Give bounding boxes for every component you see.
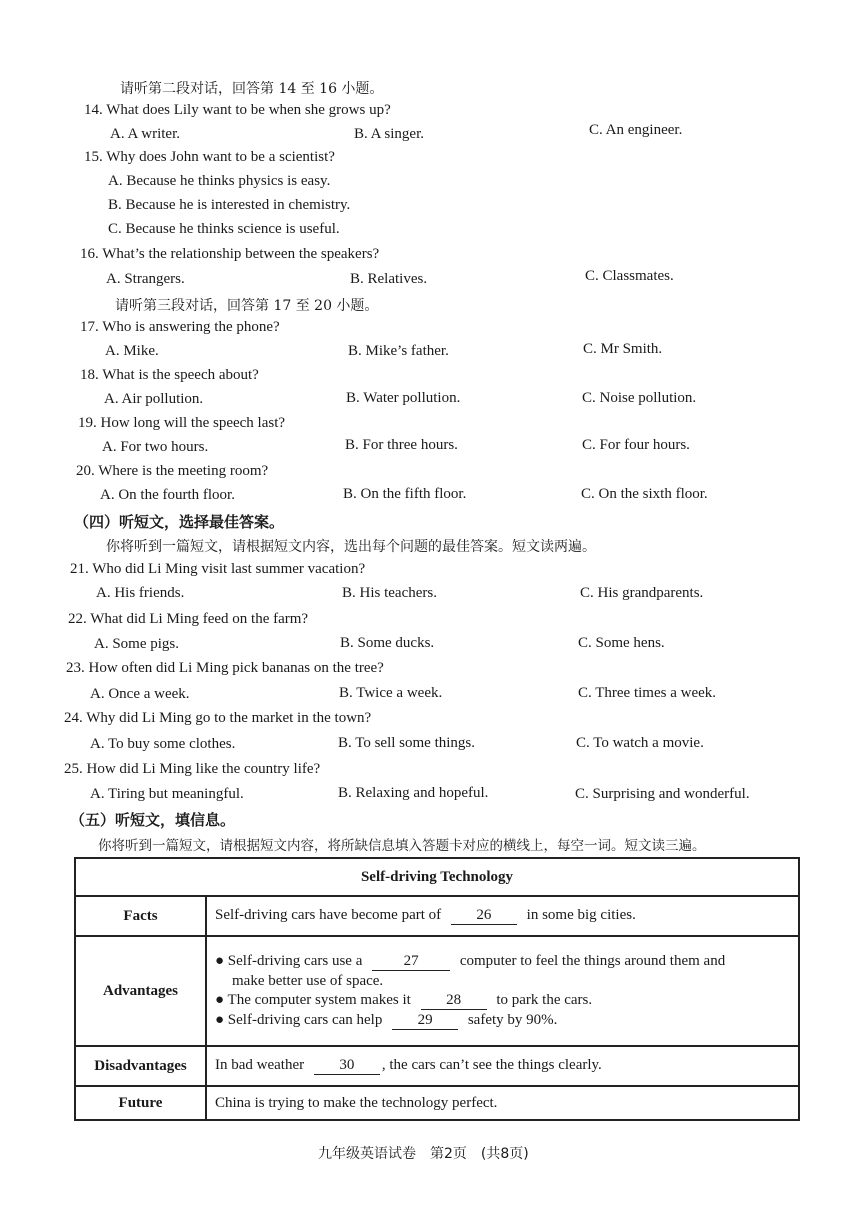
future-text: China is trying to make the technology perfect. [206,1086,799,1120]
q25-option-a: A. Tiring but meaningful. [90,786,244,802]
advantage-3-post: safety by 90%. [467,1011,558,1028]
q24-option-b: B. To sell some things. [338,735,476,751]
q14-option-c: C. An engineer. [589,122,683,138]
q14-option-a: A. A writer. [110,126,180,142]
disadvantages-row [206,1046,799,1086]
question-21: 21. Who did Li Ming visit last summer vacation? [70,561,366,577]
question-16: 16. What’s the relationship between the speakers? [80,246,380,262]
q15-option-b: B. Because he is interested in chemistry. [108,197,351,213]
question-19: 19. How long will the speech last? [78,415,286,431]
question-24: 24. Why did Li Ming go to the market in the town? [64,710,372,726]
table-title: Self-driving Technology [75,858,799,896]
q17-option-b: B. Mike’s father. [348,343,449,359]
q21-option-b: B. His teachers. [342,585,437,601]
q17-option-a: A. Mike. [105,343,159,359]
blank-28: 28 [421,992,487,1010]
advantage-1-cont: make better use of space. [232,972,384,989]
page-footer: 九年级英语试卷 第2页 (共8页) [318,1146,529,1162]
part4-title: （四）听短文，选择最佳答案。 [74,513,285,531]
q17-option-c: C. Mr Smith. [583,341,663,357]
q15-option-c: C. Because he thinks science is useful. [108,221,340,237]
question-18: 18. What is the speech about? [80,367,259,383]
question-15: 15. Why does John want to be a scientist? [84,149,335,165]
q23-option-a: A. Once a week. [90,686,190,702]
q16-option-a: A. Strangers. [106,271,185,287]
q16-option-c: C. Classmates. [585,268,674,284]
q24-option-c: C. To watch a movie. [576,735,704,751]
q14-option-b: B. A singer. [354,126,425,142]
q23-option-b: B. Twice a week. [339,685,443,701]
q25-option-c: C. Surprising and wonderful. [575,786,750,802]
part5-instruction: 你将听到一篇短文，请根据短文内容，将所缺信息填入答题卡对应的横线上，每空一词。短文读三遍。 [98,838,706,854]
advantage-3 [215,1012,790,1030]
q18-option-c: C. Noise pollution. [582,390,697,406]
q20-option-a: A. On the fourth floor. [100,487,235,503]
blank-27: 27 [372,953,450,971]
q22-option-a: A. Some pigs. [94,636,180,652]
q22-option-c: C. Some hens. [578,635,665,651]
q15-option-a: A. Because he thinks physics is easy. [108,173,331,189]
disadvantages-pre: In bad weather [215,1057,305,1073]
facts-text-post: in some big cities. [526,907,636,923]
advantage-1 [215,953,790,971]
advantages-label: Advantages [75,936,206,1046]
question-22: 22. What did Li Ming feed on the farm? [68,611,309,627]
advantage-1-pre: ● Self-driving cars use a [215,952,363,969]
q21-option-c: C. His grandparents. [580,585,704,601]
q24-option-a: A. To buy some clothes. [90,736,236,752]
blank-30: 30 [314,1057,380,1075]
advantages-row [206,936,799,1046]
facts-label: Facts [75,896,206,936]
dialog3-instruction: 请听第三段对话，回答第 17 至 20 小题。 [115,298,379,314]
q20-option-c: C. On the sixth floor. [581,486,708,502]
q18-option-a: A. Air pollution. [104,391,204,407]
question-23: 23. How often did Li Ming pick bananas on the tree? [66,660,384,676]
q16-option-b: B. Relatives. [350,271,428,287]
future-label: Future [75,1086,206,1120]
q21-option-a: A. His friends. [96,585,185,601]
dialog2-instruction: 请听第二段对话，回答第 14 至 16 小题。 [120,81,384,97]
part5-title: （五）听短文，填信息。 [70,811,236,829]
part4-instruction: 你将听到一篇短文，请根据短文内容，选出每个问题的最佳答案。短文读两遍。 [106,539,596,555]
question-25: 25. How did Li Ming like the country life? [64,761,321,777]
info-table [74,857,800,1121]
disadvantages-post: , the cars can’t see the things clearly. [381,1057,602,1073]
q19-option-c: C. For four hours. [582,437,690,453]
q19-option-a: A. For two hours. [102,439,209,455]
facts-text-pre: Self-driving cars have become part of [215,907,442,923]
question-14: 14. What does Lily want to be when she grows up? [84,102,391,118]
question-20: 20. Where is the meeting room? [76,463,269,479]
advantage-2-pre: ● The computer system makes it [215,991,411,1008]
q20-option-b: B. On the fifth floor. [343,486,467,502]
advantage-3-pre: ● Self-driving cars can help [215,1011,383,1028]
advantage-2-post: to park the cars. [496,991,593,1008]
disadvantages-label: Disadvantages [75,1046,206,1086]
q23-option-c: C. Three times a week. [578,685,717,701]
advantage-2 [215,992,790,1010]
blank-26: 26 [451,907,517,925]
advantage-1-post: computer to feel the things around them and [459,952,726,969]
blank-29: 29 [392,1012,458,1030]
facts-row [206,896,799,936]
question-17: 17. Who is answering the phone? [80,319,280,335]
q25-option-b: B. Relaxing and hopeful. [338,785,489,801]
q22-option-b: B. Some ducks. [340,635,435,651]
q18-option-b: B. Water pollution. [346,390,461,406]
q19-option-b: B. For three hours. [345,437,458,453]
